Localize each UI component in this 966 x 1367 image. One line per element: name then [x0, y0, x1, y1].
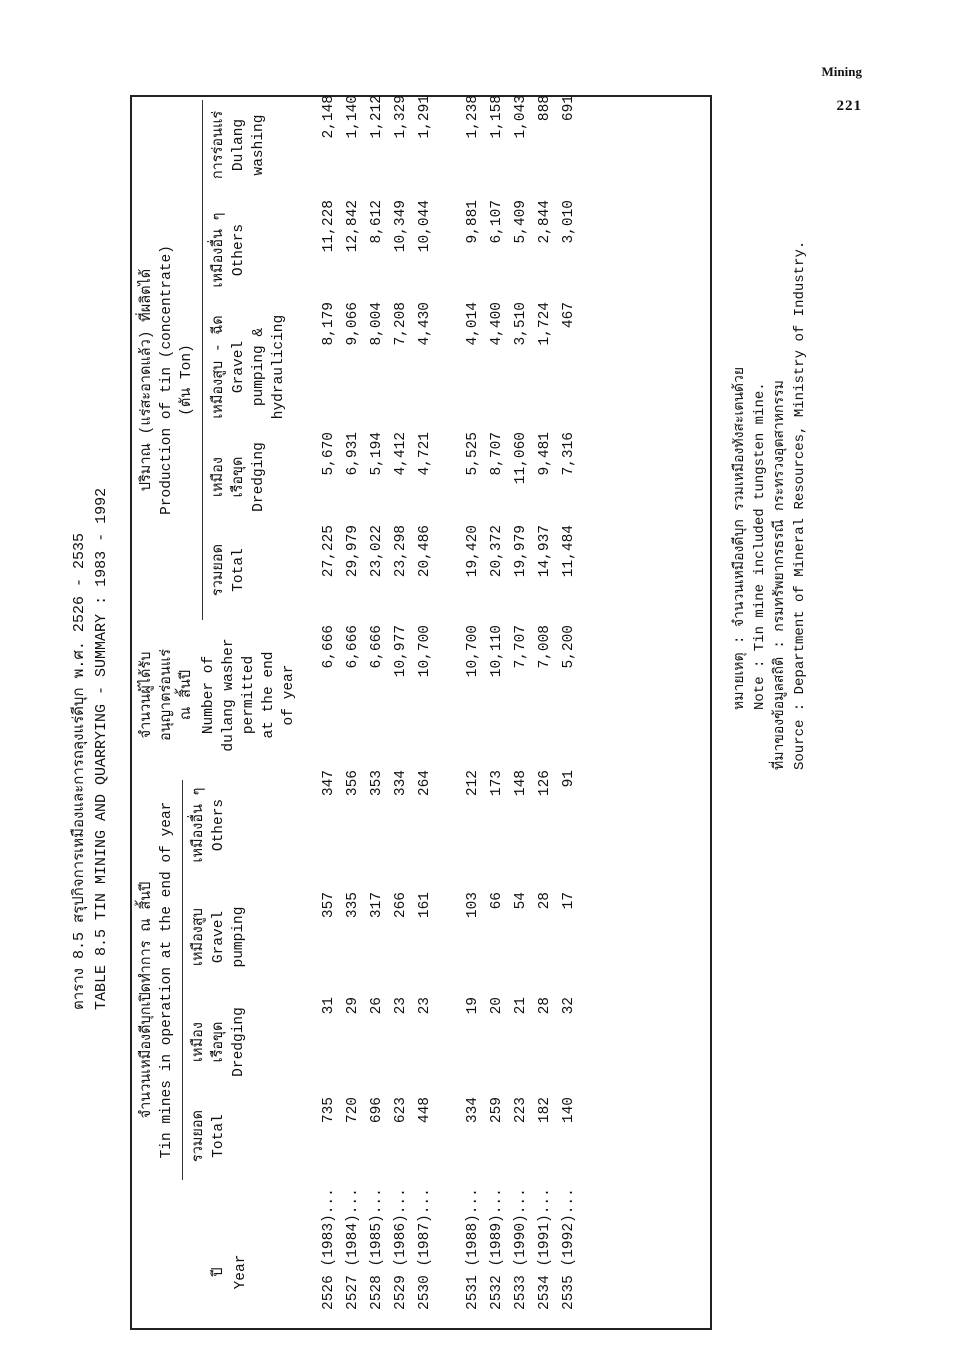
cell-others: 264 [417, 770, 433, 797]
cell-others: 353 [369, 770, 385, 797]
cell-total: 182 [537, 1097, 553, 1124]
cell-dredging: 26 [369, 997, 385, 1015]
cell-prod-gravel: 4,400 [489, 302, 505, 346]
header-prod-dredging-thai-2: เรือขุด [231, 456, 247, 498]
cell-dulang-washers: 10,700 [465, 625, 481, 678]
cell-dredging: 21 [513, 997, 529, 1015]
cell-dulang-washers: 7,008 [537, 625, 553, 669]
cell-prod-dulang: 1,043 [513, 95, 529, 139]
cell-prod-total: 20,486 [417, 525, 433, 578]
cell-dredging: 20 [489, 997, 505, 1015]
table-title-thai: ตาราง 8.5 สรุปกิจการเหมืองและการถลุงแร่ดีบุก พ.ศ. 2526 - 2535 [71, 533, 88, 1010]
header-dredging: Dredging [231, 1007, 247, 1077]
header-others: Others [211, 798, 227, 852]
cell-prod-total: 14,937 [537, 525, 553, 578]
header-dulang-thai: จำนวนผู้ได้รับ [139, 651, 155, 739]
cell-prod-total: 23,022 [369, 525, 385, 578]
cell-dredging: 23 [393, 997, 409, 1015]
header-gravel-thai: เหมืองสูบ [191, 908, 207, 966]
cell-dredging: 19 [465, 997, 481, 1015]
cell-prod-dulang: 1,212 [369, 95, 385, 139]
header-prod-gravel-2: pumping & [251, 327, 267, 407]
cell-gravel: 103 [465, 892, 481, 919]
cell-prod-others: 2,844 [537, 200, 553, 244]
cell-total: 623 [393, 1097, 409, 1124]
cell-prod-others: 5,409 [513, 200, 529, 244]
cell-year: 2532 (1989)... [489, 1188, 505, 1310]
cell-prod-others: 6,107 [489, 200, 505, 244]
header-prod-total: Total [231, 548, 247, 592]
cell-others: 347 [321, 770, 337, 797]
cell-dulang-washers: 7,707 [513, 625, 529, 669]
header-prod-dulang-1: Dulang [231, 118, 247, 172]
cell-others: 334 [393, 770, 409, 797]
cell-prod-gravel: 7,208 [393, 302, 409, 346]
cell-prod-dredging: 4,412 [393, 432, 409, 476]
cell-prod-gravel: 4,430 [417, 302, 433, 346]
cell-prod-gravel: 467 [561, 302, 577, 329]
cell-prod-total: 23,298 [393, 525, 409, 578]
header-dulang-4: at the end [261, 651, 277, 739]
header-prod-gravel-thai: เหมืองสูบ - ฉีด [211, 315, 227, 419]
production-group-rule [202, 100, 203, 620]
source-thai: ที่มาของข้อมูลสถิติ : กรมทรัพยากรธรณี กระทรวงอุตสาหกรรม [772, 380, 788, 770]
header-prod-others-thai: เหมืองอื่น ๆ [211, 212, 227, 288]
cell-year: 2533 (1990)... [513, 1188, 529, 1310]
cell-others: 212 [465, 770, 481, 797]
cell-dulang-washers: 6,666 [345, 625, 361, 669]
rotated-table-page [60, 70, 820, 1330]
cell-others: 173 [489, 770, 505, 797]
cell-year: 2528 (1985)... [369, 1188, 385, 1310]
cell-prod-gravel: 8,179 [321, 302, 337, 346]
cell-year: 2530 (1987)... [417, 1188, 433, 1310]
cell-prod-total: 27,225 [321, 525, 337, 578]
footnote-thai: หมายเหตุ : จำนวนเหมืองดีบุก รวมเหมืองทังสะเตนด้วย [732, 366, 748, 710]
cell-gravel: 28 [537, 892, 553, 910]
cell-prod-dredging: 5,525 [465, 432, 481, 476]
cell-prod-total: 19,979 [513, 525, 529, 578]
cell-gravel: 357 [321, 892, 337, 919]
cell-gravel: 317 [369, 892, 385, 919]
header-prod-gravel-3: hydraulicing [271, 314, 287, 420]
cell-dulang-washers: 6,666 [369, 625, 385, 669]
header-dredging-thai-2: เรือขุด [211, 1021, 227, 1063]
header-dredging-thai: เหมือง [191, 1022, 207, 1062]
cell-prod-dulang: 1,291 [417, 95, 433, 139]
cell-total: 223 [513, 1097, 529, 1124]
cell-prod-dredging: 5,670 [321, 432, 337, 476]
cell-prod-gravel: 8,004 [369, 302, 385, 346]
header-prod-dredging-thai: เหมือง [211, 457, 227, 497]
header-others-thai: เหมืองอื่น ๆ [191, 787, 207, 863]
cell-prod-others: 10,044 [417, 200, 433, 253]
header-mines-group-thai: จำนวนเหมืองดีบุกเปิดทำการ ณ สิ้นปี [139, 881, 155, 1119]
cell-prod-dredging: 7,316 [561, 432, 577, 476]
cell-prod-dredging: 11,060 [513, 432, 529, 485]
cell-prod-dredging: 6,931 [345, 432, 361, 476]
cell-total: 259 [489, 1097, 505, 1124]
cell-others: 148 [513, 770, 529, 797]
header-dulang-thai-3: ณ สิ้นปี [179, 669, 195, 721]
cell-prod-gravel: 4,014 [465, 302, 481, 346]
cell-prod-gravel: 9,066 [345, 302, 361, 346]
cell-dulang-washers: 10,110 [489, 625, 505, 678]
cell-gravel: 161 [417, 892, 433, 919]
top-rule [130, 95, 132, 1330]
header-mines-group: Tin mines in operation at the end of year [159, 801, 175, 1159]
cell-gravel: 266 [393, 892, 409, 919]
table-body [310, 95, 710, 1330]
footnote: Note : Tin mine included tungsten mine. [752, 382, 768, 710]
cell-prod-total: 19,420 [465, 525, 481, 578]
cell-total: 140 [561, 1097, 577, 1124]
cell-total: 735 [321, 1097, 337, 1124]
cell-prod-dredging: 9,481 [537, 432, 553, 476]
cell-dulang-washers: 6,666 [321, 625, 337, 669]
header-prod-gravel-1: Gravel [231, 340, 247, 394]
cell-year: 2529 (1986)... [393, 1188, 409, 1310]
cell-prod-dulang: 2,148 [321, 95, 337, 139]
cell-gravel: 335 [345, 892, 361, 919]
cell-dredging: 23 [417, 997, 433, 1015]
cell-prod-dulang: 1,158 [489, 95, 505, 139]
header-prod-dulang-thai: การร่อนแร่ [211, 110, 227, 180]
header-prod-others: Others [231, 223, 247, 277]
cell-prod-gravel: 1,724 [537, 302, 553, 346]
header-dulang-3: permitted [241, 655, 257, 735]
cell-gravel: 54 [513, 892, 529, 910]
cell-total: 720 [345, 1097, 361, 1124]
cell-prod-total: 29,979 [345, 525, 361, 578]
cell-dredging: 28 [537, 997, 553, 1015]
cell-dulang-washers: 10,977 [393, 625, 409, 678]
cell-year: 2535 (1992)... [561, 1188, 577, 1310]
cell-prod-others: 9,881 [465, 200, 481, 244]
cell-prod-dredging: 5,194 [369, 432, 385, 476]
header-gravel-2: pumping [231, 906, 247, 968]
section-header: Mining [821, 64, 862, 79]
cell-dredging: 29 [345, 997, 361, 1015]
cell-prod-others: 12,842 [345, 200, 361, 253]
cell-prod-total: 20,372 [489, 525, 505, 578]
header-dulang-1: Number of [201, 655, 217, 735]
cell-total: 448 [417, 1097, 433, 1124]
cell-prod-dredging: 4,721 [417, 432, 433, 476]
cell-dredging: 31 [321, 997, 337, 1015]
cell-year: 2527 (1984)... [345, 1188, 361, 1310]
header-year-thai: ปี [211, 1267, 227, 1277]
header-gravel: Gravel [211, 910, 227, 964]
cell-total: 696 [369, 1097, 385, 1124]
cell-prod-dulang: 888 [537, 95, 553, 122]
cell-year: 2526 (1983)... [321, 1188, 337, 1310]
header-dulang-5: of year [281, 664, 297, 726]
cell-prod-others: 8,612 [369, 200, 385, 244]
cell-dredging: 32 [561, 997, 577, 1015]
cell-others: 91 [561, 770, 577, 788]
cell-prod-others: 11,228 [321, 200, 337, 253]
cell-prod-dulang: 1,329 [393, 95, 409, 139]
cell-total: 334 [465, 1097, 481, 1124]
header-dulang-2: dulang washer [221, 638, 237, 752]
cell-prod-others: 10,349 [393, 200, 409, 253]
cell-others: 126 [537, 770, 553, 797]
cell-year: 2534 (1991)... [537, 1188, 553, 1310]
header-production-group-thai: ปริมาณ (แร่สะอาดแล้ว) ที่ผลิตได้ [139, 268, 155, 492]
bottom-rule [710, 95, 712, 1330]
header-total: Total [211, 1114, 227, 1158]
cell-others: 356 [345, 770, 361, 797]
cell-prod-gravel: 3,510 [513, 302, 529, 346]
cell-gravel: 17 [561, 892, 577, 910]
cell-gravel: 66 [489, 892, 505, 910]
mines-group-rule [182, 780, 183, 1180]
header-production-group: Production of tin (concentrate) [159, 245, 175, 515]
cell-prod-dulang: 1,238 [465, 95, 481, 139]
header-total-thai: รวมยอด [191, 1109, 207, 1163]
header-prod-dredging: Dredging [251, 442, 267, 512]
header-year: Year [233, 1254, 249, 1290]
cell-prod-dredging: 8,707 [489, 432, 505, 476]
table-title-english: TABLE 8.5 TIN MINING AND QUARRYING - SUMMARY : 1983 - 1992 [93, 487, 110, 1010]
cell-dulang-washers: 10,700 [417, 625, 433, 678]
cell-prod-others: 3,010 [561, 200, 577, 244]
cell-prod-total: 11,484 [561, 525, 577, 578]
source: Source : Department of Mineral Resources, Ministry of Industry. [792, 240, 808, 770]
cell-dulang-washers: 5,200 [561, 625, 577, 669]
header-prod-total-thai: รวมยอด [211, 543, 227, 597]
header-prod-dulang-2: washing [251, 114, 267, 176]
cell-prod-dulang: 691 [561, 95, 577, 122]
cell-prod-dulang: 1,140 [345, 95, 361, 139]
page-number: 221 [836, 98, 862, 114]
header-dulang-thai-2: อนุญาตร่อนแร่ [159, 648, 175, 742]
header-production-unit: (ตัน Ton) [179, 344, 195, 416]
cell-year: 2531 (1988)... [465, 1188, 481, 1310]
